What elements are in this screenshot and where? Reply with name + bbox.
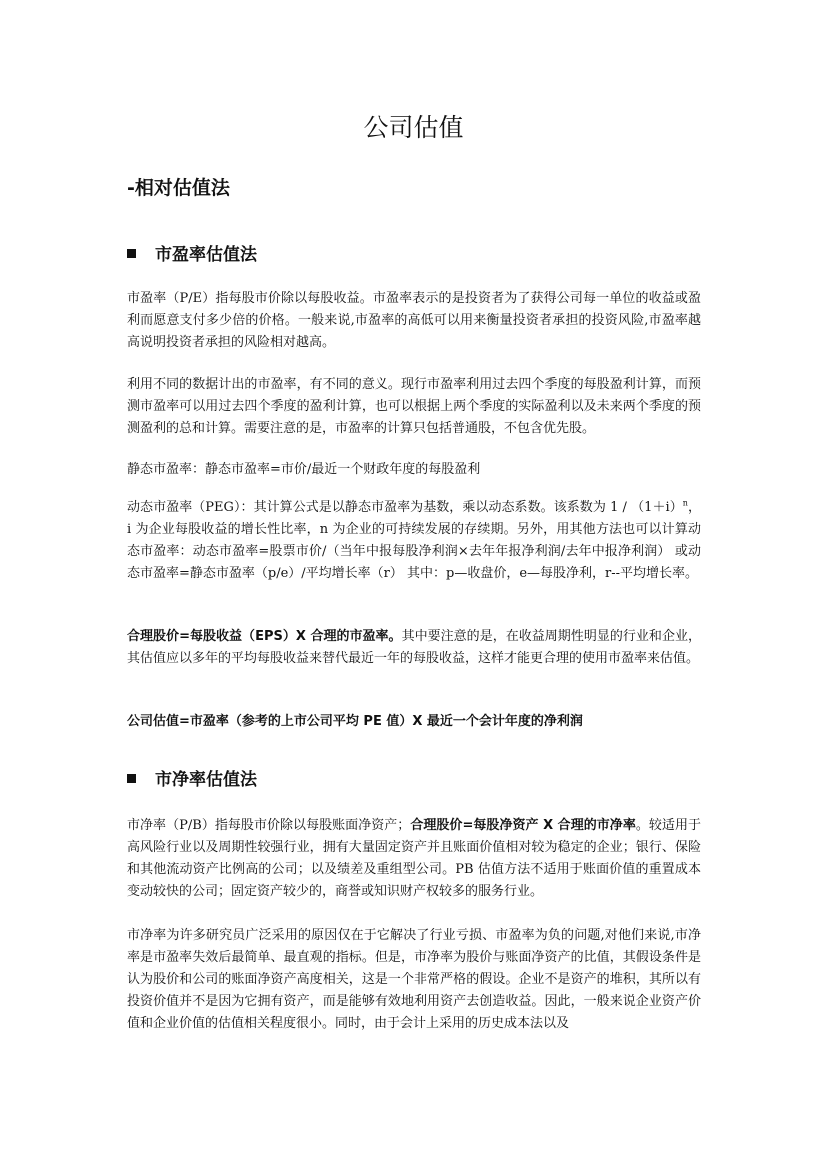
pb-heading-text: 市净率估值法 bbox=[155, 770, 257, 790]
pb-paragraph-1 bbox=[127, 815, 701, 903]
pe-paragraph-5 bbox=[127, 626, 701, 670]
pb-paragraph-1-a: 市净率（P/B）指每股市价除以每股账面净资产； bbox=[127, 818, 411, 833]
pb-paragraph-1-bold: 合理股价=每股净资产 X 合理的市净率 bbox=[410, 818, 636, 833]
pb-paragraph-1-b: 。较适用于高风险行业以及周期性较强行业，拥有大量固定资产并且账面价值相对较为稳定的企业；银行、保险和其他流动资产比例高的公司；以及绩差及重组型公司。PB 估值方法不适用于账面价值的重置成本变动较快的公司；固定资产较少的，商誉或知识财产权较多的服务行业。 bbox=[127, 818, 701, 899]
square-bullet-icon bbox=[127, 774, 136, 783]
pe-paragraph-4-b: ，i 为企业每股收益的增长性比率，n 为企业的可持续发展的存续期。另外，用其他方法也可以计算动态市盈率：动态市盈率=股票市价/（当年中报每股净利润×去年年报净利润/去年中报净利润） 或动态市盈率=静态市盈率（p/e）/平均增长率（r） 其中：p—收盘价，e—每股净利，r--平均增长率。 bbox=[127, 500, 701, 581]
pe-heading-text: 市盈率估值法 bbox=[155, 245, 257, 265]
pe-heading bbox=[127, 240, 257, 265]
pe-paragraph-3: 静态市盈率：静态市盈率=市价/最近一个财政年度的每股盈利 bbox=[127, 462, 481, 477]
pe-paragraph-2: 利用不同的数据计出的市盈率，有不同的意义。现行市盈率利用过去四个季度的每股盈利计算，而预测市盈率可以用过去四个季度的盈利计算，也可以根据上两个季度的实际盈利以及未来两个季度的预测盈利的总和计算。需要注意的是，市盈率的计算只包括普通股，不包含优先股。 bbox=[127, 377, 701, 436]
document-title: 公司估值 bbox=[363, 113, 464, 142]
pb-heading bbox=[127, 765, 257, 790]
pe-paragraph-5-bold: 合理股价=每股收益（EPS）X 合理的市盈率。 bbox=[127, 629, 402, 644]
pe-paragraph-5-rest: 其中要注意的是，在收益周期性明显的行业和企业，其估值应以多年的平均每股收益来替代最近一年的每股收益，这样才能更合理的使用市盈率来估值。 bbox=[127, 629, 701, 666]
pe-paragraph-4-a: 动态市盈率（PEG）：其计算公式是以静态市盈率为基数，乘以动态系数。该系数为 1 / （1＋i） bbox=[127, 500, 683, 515]
section-title: -相对估值法 bbox=[127, 177, 230, 199]
square-bullet-icon bbox=[127, 249, 136, 258]
pe-paragraph-1: 市盈率（P/E）指每股市价除以每股收益。市盈率表示的是投资者为了获得公司每一单位的收益或盈利而愿意支付多少倍的价格。一般来说,市盈率的高低可以用来衡量投资者承担的投资风险,市盈率越高说明投资者承担的风险相对越高。 bbox=[127, 291, 701, 350]
pe-paragraph-6 bbox=[127, 711, 701, 733]
pe-paragraph-6-bold: 公司估值=市盈率（参考的上市公司平均 PE 值）X 最近一个会计年度的净利润 bbox=[127, 714, 583, 729]
pb-paragraph-2: 市净率为许多研究员广泛采用的原因仅在于它解决了行业亏损、市盈率为负的问题,对他们来说,市净率是市盈率失效后最简单、最直观的指标。但是，市净率为股价与账面净资产的比值，其假设条件是认为股价和公司的账面净资产高度相关，这是一个非常严格的假设。企业不是资产的堆积，其所以有投资价值并不是因为它拥有资产，而是能够有效地利用资产去创造收益。因此，一般来说企业资产价值和企业价值的估值相关程度很小。同时，由于会计上采用的历史成本法以及 bbox=[127, 928, 701, 1031]
pe-paragraph-4-sup: n bbox=[682, 498, 688, 508]
pe-paragraph-4 bbox=[127, 497, 701, 585]
